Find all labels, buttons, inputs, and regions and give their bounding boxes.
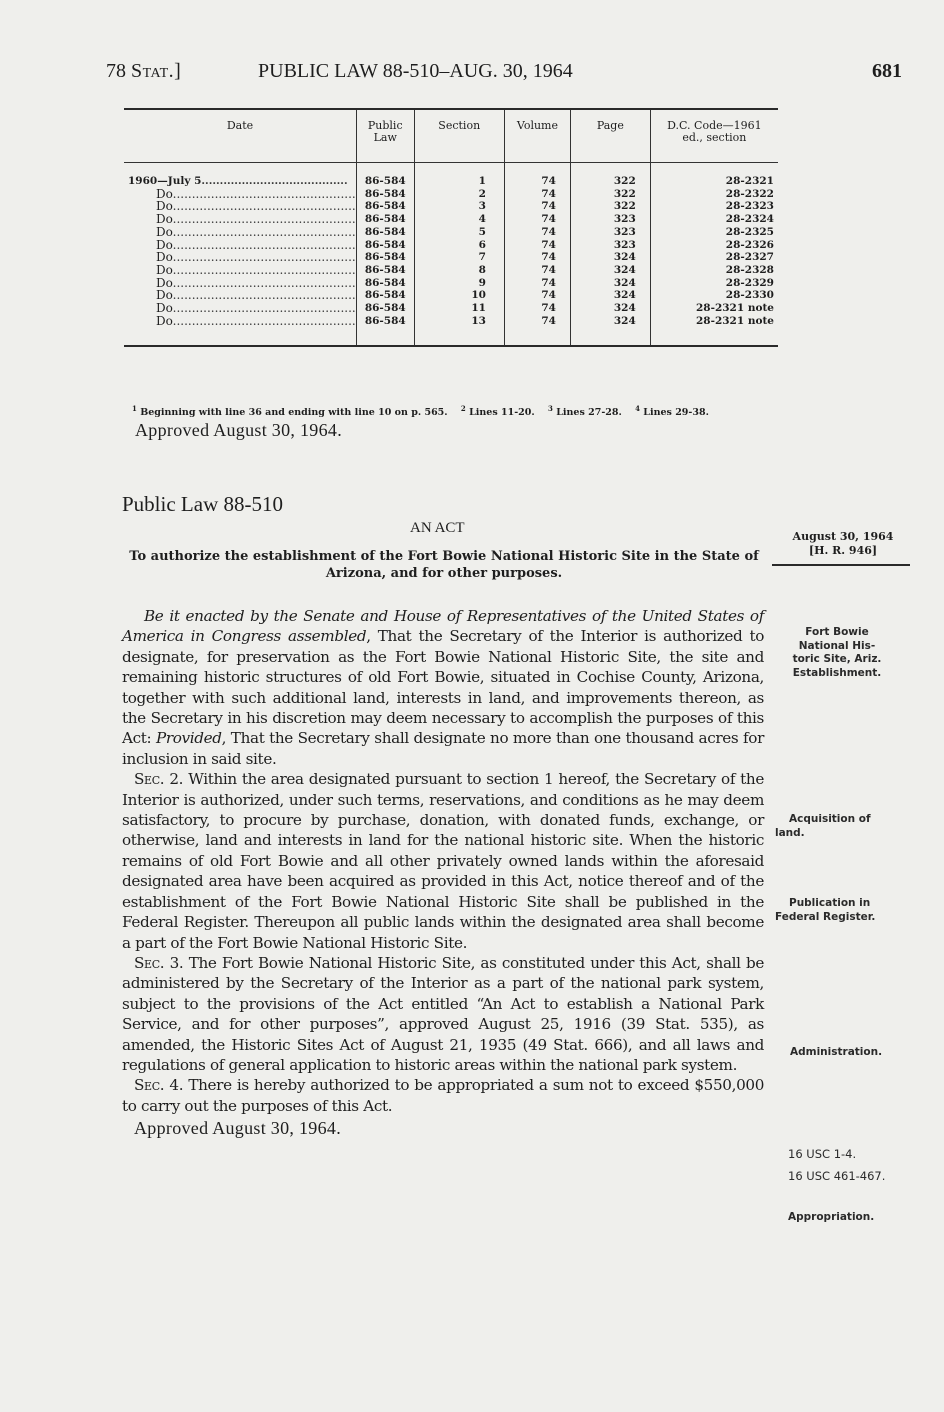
- page-cell: 322: [570, 163, 650, 188]
- margin-note-appropriation: Appropriation.: [788, 1211, 875, 1223]
- public-law-cell: 86-584: [357, 277, 414, 290]
- dc-code-cell: 28-2323: [650, 200, 778, 213]
- section-cell: 10: [414, 289, 504, 302]
- stat-number: 78: [106, 60, 126, 82]
- section-cell: 1: [414, 163, 504, 188]
- date-cell: 1960—July 5........................................: [128, 175, 348, 187]
- running-header: [106, 60, 906, 90]
- section-cell: 2: [414, 188, 504, 201]
- section-cell: 3: [414, 200, 504, 213]
- page-cell: 322: [570, 188, 650, 201]
- dc-code-cell: 28-2325: [650, 226, 778, 239]
- section-cell: 6: [414, 239, 504, 252]
- stat-volume: 78 Stat.]: [106, 60, 181, 82]
- act-purpose: To authorize the establishment of the Fort Bowie National Historic Site in the State of Arizona, and for other purposes.: [129, 549, 759, 581]
- page-cell: 324: [570, 289, 650, 302]
- section-2: Sec. 2. Within the area designated pursuant to section 1 hereof, the Secretary of the Interior is authorized, under such terms, reservations, and conditions as he may deem satisfactory, to procure by purchase, donation, with donated funds, exchange, or otherwise, land and interests in land for the national historic site. When the historic remains of old Fort Bowie and all other privately owned lands within the aforesaid designated area have been acquired as provided in this Act, notice thereof and of the establishment of the Fort Bowie National Historic Site shall be published in the Federal Register. Thereupon all public lands within the designated area shall become a part of the Fort Bowie National Historic Site.: [122, 770, 765, 952]
- dc-code-cell: 28-2321 note: [650, 302, 778, 315]
- margin-note-publication: Publication in Federal Register.: [775, 897, 876, 923]
- date-cell: Do................................................: [156, 200, 356, 214]
- volume-cell: 74: [504, 277, 570, 290]
- page-cell: 323: [570, 239, 650, 252]
- page-cell: 323: [570, 213, 650, 226]
- table-row: [124, 200, 778, 213]
- volume-cell: 74: [504, 289, 570, 302]
- date-cell: Do................................................: [156, 225, 356, 239]
- public-law-cell: 86-584: [357, 200, 414, 213]
- table-row: [124, 264, 778, 277]
- dc-code-cell: 28-2330: [650, 289, 778, 302]
- stat-label: Stat.: [131, 60, 175, 82]
- header-title: PUBLIC LAW 88-510–AUG. 30, 1964: [258, 60, 573, 82]
- margin-note-administration: Administration.: [790, 1046, 883, 1058]
- section-label: Sec. 2.: [134, 770, 184, 789]
- section-cell: 7: [414, 251, 504, 264]
- dc-code-cell: 28-2321 note: [650, 315, 778, 346]
- table-footnotes: [132, 404, 719, 418]
- footnote: $^1$ Beginning with line 36 and ending with line 10 on p. 565.: [132, 404, 448, 419]
- footnote: $^3$ Lines 27-28.: [548, 404, 622, 419]
- section-4: Sec. 4. There is hereby authorized to be appropriated a sum not to exceed $550,000 to carry out the purposes of this Act.: [122, 1076, 765, 1115]
- section-cell: 4: [414, 213, 504, 226]
- margin-note-acquisition: Acquisition of land.: [775, 813, 871, 839]
- dc-code-cell: 28-2321: [650, 163, 778, 188]
- table-header-row: [124, 110, 778, 163]
- margin-note-establishment: Fort Bowie National His- toric Site, Ariz. Establishment.: [792, 626, 882, 679]
- volume-cell: 74: [504, 213, 570, 226]
- margin-note-usc-2: 16 USC 461-467.: [788, 1169, 886, 1183]
- volume-cell: 74: [504, 239, 570, 252]
- act-approval: Approved August 30, 1964.: [134, 1118, 341, 1139]
- public-law-cell: 86-584: [357, 251, 414, 264]
- volume-cell: 74: [504, 251, 570, 264]
- volume-cell: 74: [504, 302, 570, 315]
- public-law-cell: 86-584: [357, 289, 414, 302]
- enactment-sidenote: [778, 530, 908, 566]
- public-law-cell: 86-584: [357, 163, 414, 188]
- table-row: [124, 226, 778, 239]
- page-cell: 324: [570, 251, 650, 264]
- dc-code-cell: 28-2326: [650, 239, 778, 252]
- page-cell: 323: [570, 226, 650, 239]
- sidenote-rule: [772, 564, 910, 566]
- section-cell: 8: [414, 264, 504, 277]
- an-act-label: AN ACT: [410, 520, 465, 536]
- proviso: Provided: [155, 729, 222, 748]
- dc-code-cell: 28-2322: [650, 188, 778, 201]
- public-law-cell: 86-584: [357, 226, 414, 239]
- date-cell: Do................................................: [156, 238, 356, 252]
- column-header-page: Page: [570, 110, 650, 163]
- volume-cell: 74: [504, 226, 570, 239]
- table-row: [124, 277, 778, 290]
- section-cell: 11: [414, 302, 504, 315]
- table-row: [124, 188, 778, 201]
- column-header-volume: Volume: [504, 110, 570, 163]
- column-header-public-law: Public Law: [357, 110, 414, 163]
- public-law-cell: 86-584: [357, 188, 414, 201]
- page-cell: 324: [570, 264, 650, 277]
- date-cell: Do................................................: [156, 302, 356, 315]
- previous-act-approval: Approved August 30, 1964.: [135, 420, 342, 440]
- section-cell: 5: [414, 226, 504, 239]
- section-label: Sec. 4.: [134, 1076, 184, 1095]
- public-law-cell: 86-584: [357, 302, 414, 315]
- dc-code-cell: 28-2324: [650, 213, 778, 226]
- table-row: [124, 163, 778, 188]
- date-cell: Do................................................: [156, 314, 356, 328]
- code-derivation-table: [124, 108, 778, 347]
- volume-cell: 74: [504, 315, 570, 346]
- section-1: Be it enacted by the Senate and House of Representatives of the United States of America in Congress assembled, That the Secretary of the Interior is authorized to designate, for preservation as the Fort Bowie National Historic Site, the site and remaining historic structures of old Fort Bowie, situated in Cochise County, Arizona, together with such additional land, interests in land, and improvements thereon, as the Secretary in his discretion may deem necessary to accomplish the purposes of this Act: Provided, That the Secretary shall designate no more than one thousand acres for inclusion in said site.: [122, 607, 764, 768]
- footnote: $^4$ Lines 29-38.: [635, 404, 709, 419]
- column-header-section: Section: [414, 110, 504, 163]
- public-law-cell: 86-584: [357, 213, 414, 226]
- footnote: $^2$ Lines 11-20.: [460, 404, 535, 419]
- volume-cell: 74: [504, 264, 570, 277]
- date-cell: Do................................................: [156, 289, 356, 303]
- table-row: [124, 213, 778, 226]
- date-cell: Do................................................: [156, 263, 356, 277]
- column-header-dc-code: D.C. Code—1961 ed., section: [650, 110, 778, 163]
- public-law-heading: Public Law 88-510: [122, 492, 283, 516]
- public-law-cell: 86-584: [357, 239, 414, 252]
- page-cell: 324: [570, 302, 650, 315]
- table-row: [124, 289, 778, 302]
- section-cell: 13: [414, 315, 504, 346]
- date-cell: Do................................................: [156, 276, 356, 290]
- section-3: Sec. 3. The Fort Bowie National Historic Site, as constituted under this Act, shall be administered by the Secretary of the Interior as a part of the national park system, subject to the provisions of the Act entitled “An Act to establish a National Park Service, and for other purposes”, approved August 25, 1916 (39 Stat. 535), as amended, the Historic Sites Act of August 21, 1935 (49 Stat. 666), and all laws and regulations of general application to historic areas within the national park system.: [122, 953, 764, 1074]
- date-cell: Do................................................: [156, 187, 356, 201]
- table-row: [124, 239, 778, 252]
- volume-cell: 74: [504, 188, 570, 201]
- act-body: [122, 606, 764, 1140]
- enacting-clause: Be it enacted by the Senate and House of Representatives of the United States of America in Congress assembled: [122, 607, 764, 646]
- volume-cell: 74: [504, 163, 570, 188]
- public-law-cell: 86-584: [357, 264, 414, 277]
- page-number: 681: [872, 60, 902, 82]
- section-label: Sec. 3.: [134, 953, 184, 972]
- date-cell: Do................................................: [156, 251, 356, 264]
- table-row: [124, 315, 778, 346]
- volume-cell: 74: [504, 200, 570, 213]
- page-cell: 324: [570, 315, 650, 346]
- column-header-date: Date: [124, 110, 357, 163]
- dc-code-cell: 28-2327: [650, 251, 778, 264]
- dc-code-cell: 28-2328: [650, 264, 778, 277]
- enactment-date: August 30, 1964: [792, 530, 894, 543]
- dc-code-cell: 28-2329: [650, 277, 778, 290]
- section-cell: 9: [414, 277, 504, 290]
- page-cell: 324: [570, 277, 650, 290]
- date-cell: Do................................................: [156, 213, 356, 226]
- public-law-cell: 86-584: [357, 315, 414, 346]
- table-row: [124, 302, 778, 315]
- table-row: [124, 251, 778, 264]
- margin-note-usc-1: 16 USC 1-4.: [788, 1147, 857, 1161]
- bill-number: [H. R. 946]: [808, 544, 878, 557]
- page-cell: 322: [570, 200, 650, 213]
